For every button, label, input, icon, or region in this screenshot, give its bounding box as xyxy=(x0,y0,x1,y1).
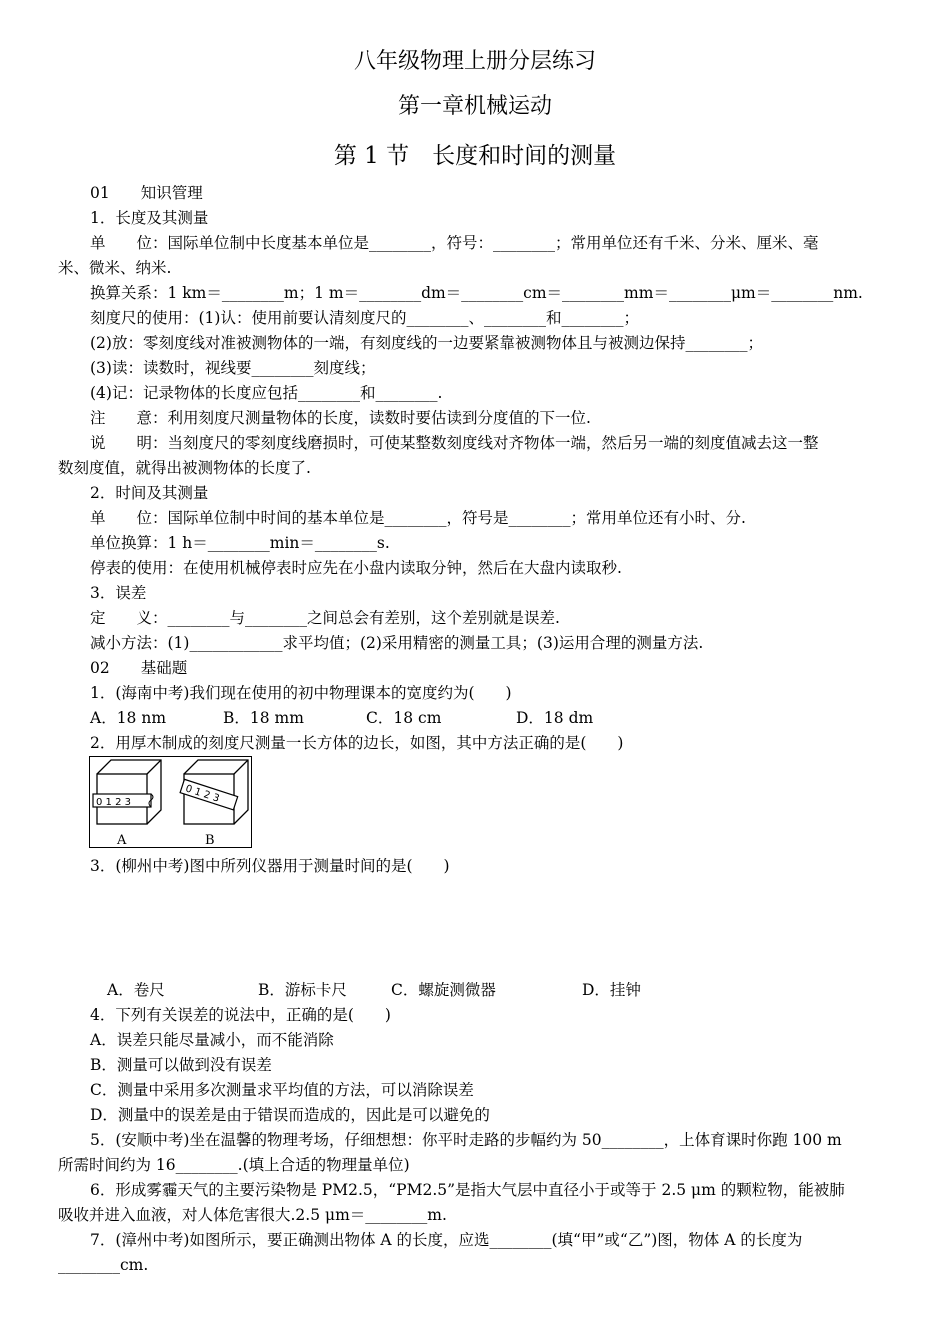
main-title: 八年级物理上册分层练习 xyxy=(353,49,596,74)
question-6-line2: 吸收并进入血液，对人体危害很大.2.5 μm＝________m. xyxy=(58,1206,447,1224)
question-7-line1: 7．(漳州中考)如图所示，要正确测出物体 A 的长度，应选________(填“甲”或“乙”)图，物体 A 的长度为 xyxy=(90,1231,803,1249)
stopwatch-use: 停表的使用：在使用机械停表时应先在小盘内读取分钟，然后在大盘内读取秒. xyxy=(90,559,622,577)
q3-option-d: D．挂钟 xyxy=(582,981,641,999)
question-1-options xyxy=(90,708,593,728)
q1-option-a: A．18 nm xyxy=(90,709,167,727)
question-5-line1: 5．(安顺中考)坐在温馨的物理考场，仔细想想：你平时走路的步幅约为 50________，上体育课时你跑 100 m xyxy=(90,1131,842,1149)
length-explain-line1: 说 明：当刻度尺的零刻度线磨损时，可使某整数刻度线对齐物体一端，然后另一端的刻度值减去这一整 xyxy=(90,434,819,452)
q1-option-d: D．18 dm xyxy=(516,709,594,727)
time-unit: 单 位：国际单位制中时间的基本单位是________，符号是________；常用单位还有小时、分. xyxy=(90,509,746,527)
length-note: 注 意：利用刻度尺测量物体的长度，读数时要估读到分度值的下一位. xyxy=(90,409,591,427)
question-2: 2．用厚木制成的刻度尺测量一长方体的边长，如图，其中方法正确的是( ) xyxy=(90,734,624,752)
ruler-use-step4: (4)记：记录物体的长度应包括________和________. xyxy=(90,384,443,402)
error-reduce-methods: 减小方法：(1)____________求平均值；(2)采用精密的测量工具；(3)运用合理的测量方法. xyxy=(90,634,704,652)
question-1: 1．(海南中考)我们现在使用的初中物理课本的宽度约为( ) xyxy=(90,684,512,702)
q3-option-a: A．卷尺 xyxy=(107,981,165,999)
q1-option-c: C．18 cm xyxy=(366,709,442,727)
question-3-options xyxy=(107,980,641,1000)
q4-option-a: A．误差只能尽量减小，而不能消除 xyxy=(90,1031,334,1049)
q4-option-b: B．测量可以做到没有误差 xyxy=(90,1056,272,1074)
figure-b-ruler-numbers: 0 1 2 3 xyxy=(183,783,221,805)
length-unit-line1: 单 位：国际单位制中长度基本单位是________，符号：________；常用单位还有千米、分米、厘米、毫 xyxy=(90,234,819,252)
error-definition: 定 义：________与________之间总会有差别，这个差别就是误差. xyxy=(90,609,560,627)
figure-a-cube xyxy=(97,760,161,824)
q3-option-c: C．螺旋测微器 xyxy=(391,981,496,999)
question-4: 4．下列有关误差的说法中，正确的是( ) xyxy=(90,1006,391,1024)
q3-option-b: B．游标卡尺 xyxy=(258,981,347,999)
chapter-title: 第一章机械运动 xyxy=(397,94,552,119)
section-title: 第 1 节 长度和时间的测量 xyxy=(333,143,617,169)
basic-heading: 02 基础题 xyxy=(90,659,188,677)
length-explain-line2: 数刻度值，就得出被测物体的长度了. xyxy=(58,459,311,477)
error-heading: 3．误差 xyxy=(90,584,147,602)
question-3: 3．(柳州中考)图中所列仪器用于测量时间的是( ) xyxy=(90,857,450,875)
ruler-measurement-figure xyxy=(89,756,252,848)
question-5-line2: 所需时间约为 16________.(填上合适的物理量单位) xyxy=(58,1156,410,1174)
question-7-line2: ________cm. xyxy=(58,1256,149,1274)
time-heading: 2．时间及其测量 xyxy=(90,484,209,502)
ruler-use-step2: (2)放：零刻度线对准被测物体的一端，有刻度线的一边要紧靠被测物体且与被测边保持________； xyxy=(90,334,763,352)
q4-option-c: C．测量中采用多次测量求平均值的方法，可以消除误差 xyxy=(90,1081,474,1099)
ruler-use-step1: 刻度尺的使用：(1)认：使用前要认清刻度尺的________、________和________； xyxy=(90,309,639,327)
q1-option-b: B．18 mm xyxy=(223,709,304,727)
ruler-use-step3: (3)读：读数时，视线要________刻度线； xyxy=(90,359,376,377)
knowledge-heading: 01 知识管理 xyxy=(90,184,203,202)
length-unit-line2: 米、微米、纳米. xyxy=(58,259,172,277)
figure-label-a: A xyxy=(117,833,127,848)
length-heading: 1．长度及其测量 xyxy=(90,209,209,227)
figure-a-ruler-numbers: 0 1 2 3 xyxy=(96,797,131,808)
time-conversion: 单位换算：1 h＝________min＝________s. xyxy=(90,534,390,552)
question-6-line1: 6．形成雾霾天气的主要污染物是 PM2.5，“PM2.5”是指大气层中直径小于或等于 2.5 μm 的颗粒物，能被肺 xyxy=(90,1181,845,1199)
length-conversion: 换算关系：1 km＝________m；1 m＝________dm＝________cm＝________mm＝________μm＝________nm. xyxy=(90,284,863,302)
q4-option-d: D．测量中的误差是由于错误而造成的，因此是可以避免的 xyxy=(90,1106,490,1124)
figure-a-ruler xyxy=(93,794,153,808)
figure-label-b: B xyxy=(205,833,215,848)
figure-b-ruler xyxy=(180,779,238,810)
